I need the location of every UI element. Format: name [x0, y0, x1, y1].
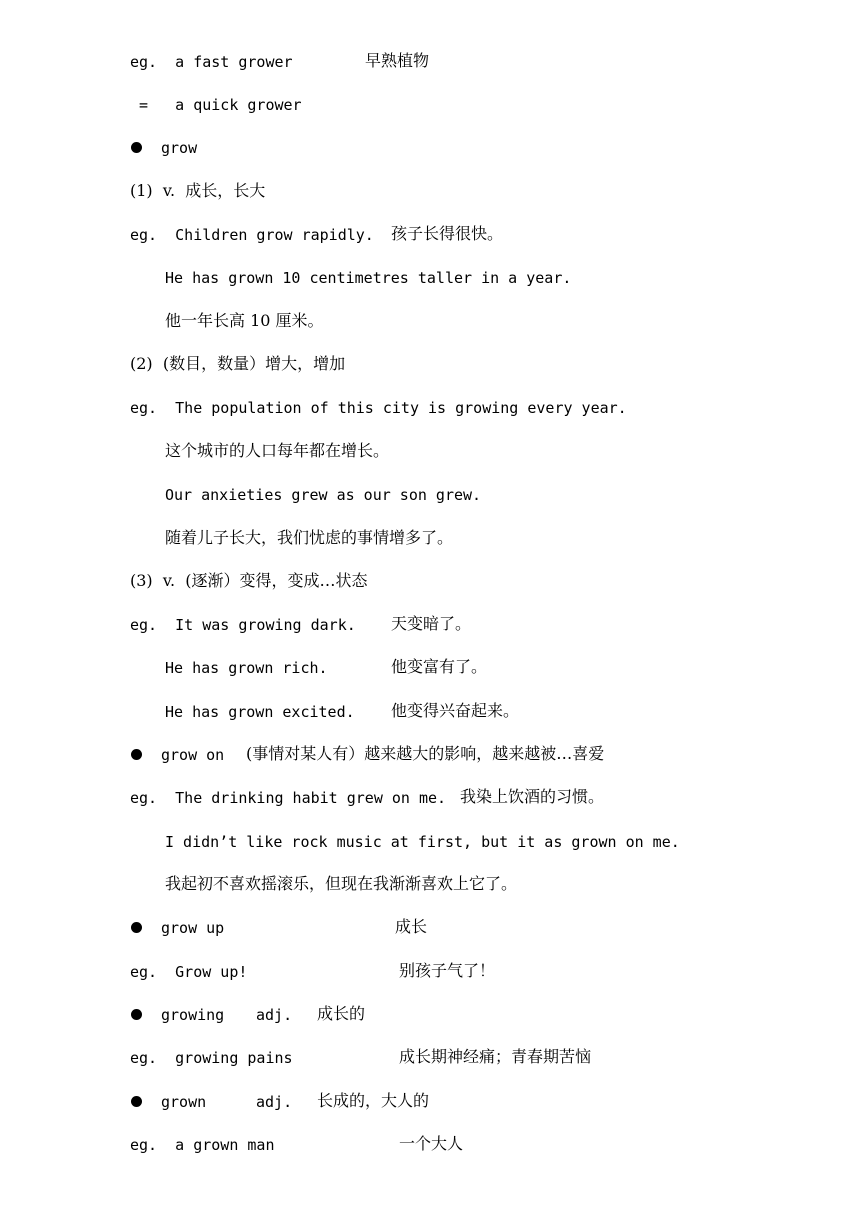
headword: grow — [161, 139, 198, 157]
definition: 成长 — [395, 917, 428, 936]
part-of-speech: adj. — [256, 1006, 293, 1024]
example-translation: 别孩子气了！ — [399, 961, 496, 980]
definition: (事情对某人有）越来越大的影响，越来越被…喜爱 — [246, 744, 605, 763]
headword: grow on — [161, 746, 225, 764]
headword: grown — [161, 1093, 207, 1111]
example-translation: 成长期神经痛；青春期苦恼 — [399, 1047, 592, 1066]
example-translation: 孩子长得很快。 — [391, 224, 504, 243]
bullet-icon — [131, 1096, 142, 1107]
bullet-icon — [131, 749, 142, 760]
example-sentence: eg. Children grow rapidly. — [130, 226, 374, 244]
example-sentence: eg. It was growing dark. — [130, 616, 356, 634]
example-sentence: I didn’t like rock music at first, but it as grown on me. — [165, 833, 680, 851]
definition: 长成的，大人的 — [317, 1091, 430, 1110]
definition: 成长的 — [317, 1004, 366, 1023]
example-sentence: He has grown rich. — [165, 659, 328, 677]
example-sentence: He has grown excited. — [165, 703, 355, 721]
synonym-line: = a quick grower — [130, 96, 302, 114]
example-sentence: eg. The population of this city is growing every year. — [130, 399, 627, 417]
example-translation: 天变暗了。 — [391, 614, 472, 633]
part-of-speech: adj. — [256, 1093, 293, 1111]
example-translation: 随着儿子长大，我们忧虑的事情增多了。 — [165, 528, 454, 547]
example-sentence: eg. Grow up! — [130, 963, 248, 981]
bullet-icon — [131, 922, 142, 933]
sense-heading: (1) v. 成长，长大 — [130, 181, 266, 200]
sense-heading: (3) v. (逐渐）变得，变成…状态 — [130, 571, 368, 590]
example-translation: 他一年长高 10 厘米。 — [165, 311, 324, 330]
example-translation: 他变得兴奋起来。 — [391, 701, 520, 720]
example-translation: 这个城市的人口每年都在增长。 — [165, 441, 390, 460]
example-sentence: Our anxieties grew as our son grew. — [165, 486, 482, 504]
example-phrase: eg. a grown man — [130, 1136, 275, 1154]
example-translation: 一个大人 — [399, 1134, 464, 1153]
sense-heading: (2) (数目，数量）增大，增加 — [130, 354, 346, 373]
example-sentence: eg. The drinking habit grew on me. — [130, 789, 447, 807]
example-phrase: eg. growing pains — [130, 1049, 293, 1067]
bullet-icon — [131, 1009, 142, 1020]
example-phrase: eg. a fast grower — [130, 53, 293, 71]
example-translation: 我起初不喜欢摇滚乐，但现在我渐渐喜欢上它了。 — [165, 874, 518, 893]
bullet-icon — [131, 142, 142, 153]
example-translation: 我染上饮酒的习惯。 — [460, 787, 605, 806]
headword: growing — [161, 1006, 225, 1024]
example-sentence: He has grown 10 centimetres taller in a year. — [165, 269, 572, 287]
example-translation: 他变富有了。 — [391, 657, 488, 676]
headword: grow up — [161, 919, 225, 937]
example-translation: 早熟植物 — [365, 51, 430, 70]
